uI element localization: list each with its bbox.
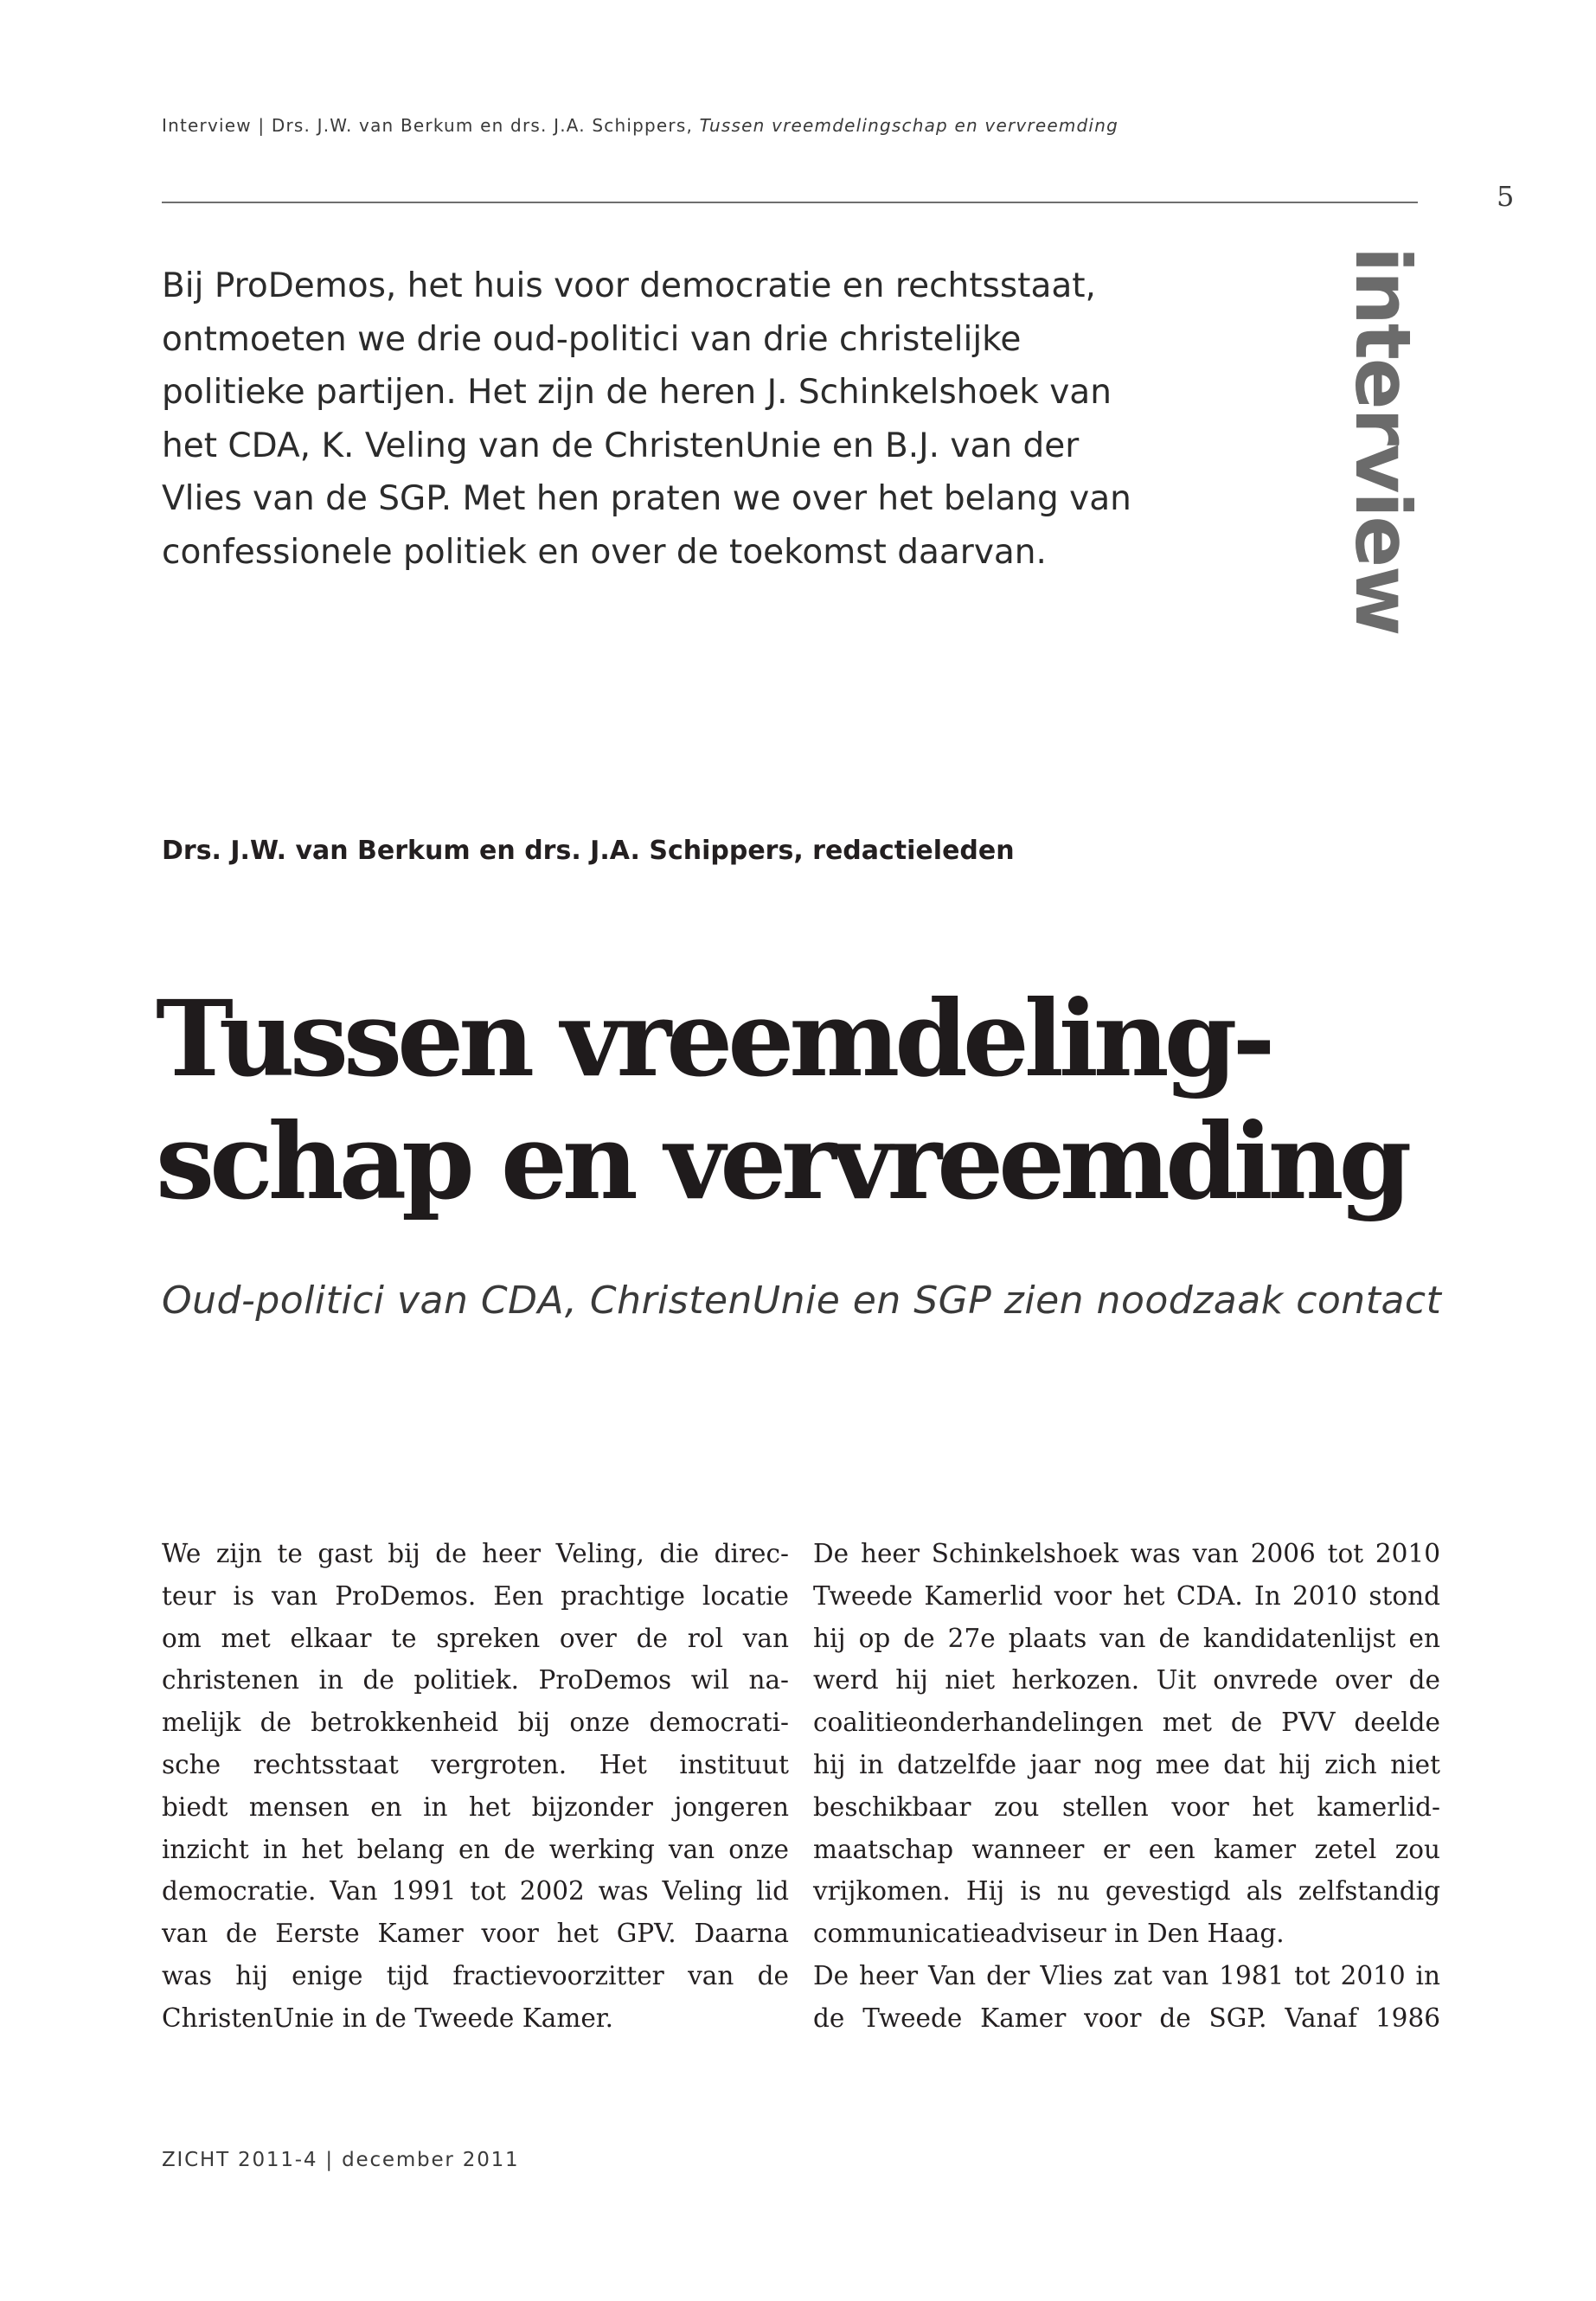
intro-line: confessionele politiek en over de toekomst daarvan.	[162, 532, 1047, 572]
body-line: melijk de betrokkenheid bij onze democrati-	[162, 1708, 789, 1738]
body-line: werd hij niet herkozen. Uit onvrede over de	[813, 1665, 1440, 1695]
body-line: Tweede Kamerlid voor het CDA. In 2010 stond	[813, 1580, 1440, 1611]
body-line: communicatieadviseur in Den Haag.	[813, 1919, 1285, 1949]
body-line: biedt mensen en in het bijzonder jongeren	[162, 1791, 789, 1822]
body-line: sche rechtsstaat vergroten. Het instituut	[162, 1749, 789, 1779]
running-title: Tussen vreemdelingschap en vervreemding	[699, 115, 1118, 136]
body-line: inzicht in het belang en de werking van onze	[162, 1834, 789, 1864]
body-column-left	[162, 1533, 789, 2040]
body-line: hij in datzelfde jaar nog mee dat hij zich niet	[813, 1749, 1440, 1779]
page-number: 5	[1497, 180, 1515, 213]
body-line: democratie. Van 1991 tot 2002 was Veling lid	[162, 1876, 789, 1907]
body-line: maatschap wanneer er een kamer zetel zou	[813, 1834, 1440, 1864]
page-footer: ZICHT 2011-4 | december 2011	[162, 2149, 520, 2171]
intro-paragraph	[162, 260, 1183, 579]
body-line: de Tweede Kamer voor de SGP. Vanaf 1986	[813, 2003, 1440, 2033]
body-line: We zijn te gast bij de heer Veling, die direc-	[162, 1539, 789, 1568]
intro-line: Bij ProDemos, het huis voor democratie en rechtsstaat,	[162, 266, 1096, 305]
running-header	[162, 115, 1118, 136]
byline: Drs. J.W. van Berkum en drs. J.A. Schippers, redactieleden	[162, 836, 1015, 866]
article-title-line: schap en vervreemding	[156, 1099, 1407, 1223]
section-label	[1317, 247, 1481, 635]
body-line: beschikbaar zou stellen voor het kamerlid-	[813, 1791, 1440, 1822]
body-line: coalitieonderhandelingen met de PVV deelde	[813, 1708, 1440, 1738]
intro-line: het CDA, K. Veling van de ChristenUnie en B.J. van der	[162, 426, 1080, 465]
article-title	[156, 977, 1453, 1223]
body-line: vrijkomen. Hij is nu gevestigd als zelfstandig	[813, 1876, 1440, 1907]
intro-line: politieke partijen. Het zijn de heren J. Schinkelshoek van	[162, 373, 1112, 412]
header-rule	[162, 202, 1418, 203]
body-line: om met elkaar te spreken over de rol van	[162, 1623, 789, 1653]
body-line: hij op de 27e plaats van de kandidatenlijst en	[813, 1623, 1440, 1653]
running-head: Interview | Drs. J.W. van Berkum en drs. J.A. Schippers,	[162, 115, 694, 136]
intro-line: Vlies van de SGP. Met hen praten we over het belang van	[162, 479, 1131, 518]
article-subtitle: Oud-politici van CDA, ChristenUnie en SGP zien noodzaak contact	[162, 1279, 1442, 1323]
body-line: De heer Schinkelshoek was van 2006 tot 2010	[813, 1539, 1440, 1568]
section-label-text: interview	[1338, 247, 1427, 635]
body-line: was hij enige tijd fractievoorzitter van de	[162, 1960, 789, 1990]
body-line: christenen in de politiek. ProDemos wil na-	[162, 1665, 789, 1695]
body-line: teur is van ProDemos. Een prachtige locatie	[162, 1580, 789, 1611]
body-line: De heer Van der Vlies zat van 1981 tot 2010 in	[813, 1960, 1440, 1990]
article-title-line: Tussen vreemdeling-	[156, 977, 1271, 1100]
body-line: van de Eerste Kamer voor het GPV. Daarna	[162, 1919, 789, 1949]
body-column-right	[813, 1533, 1440, 2040]
body-line: ChristenUnie in de Tweede Kamer.	[162, 2003, 614, 2033]
intro-line: ontmoeten we drie oud-politici van drie christelijke	[162, 319, 1022, 359]
